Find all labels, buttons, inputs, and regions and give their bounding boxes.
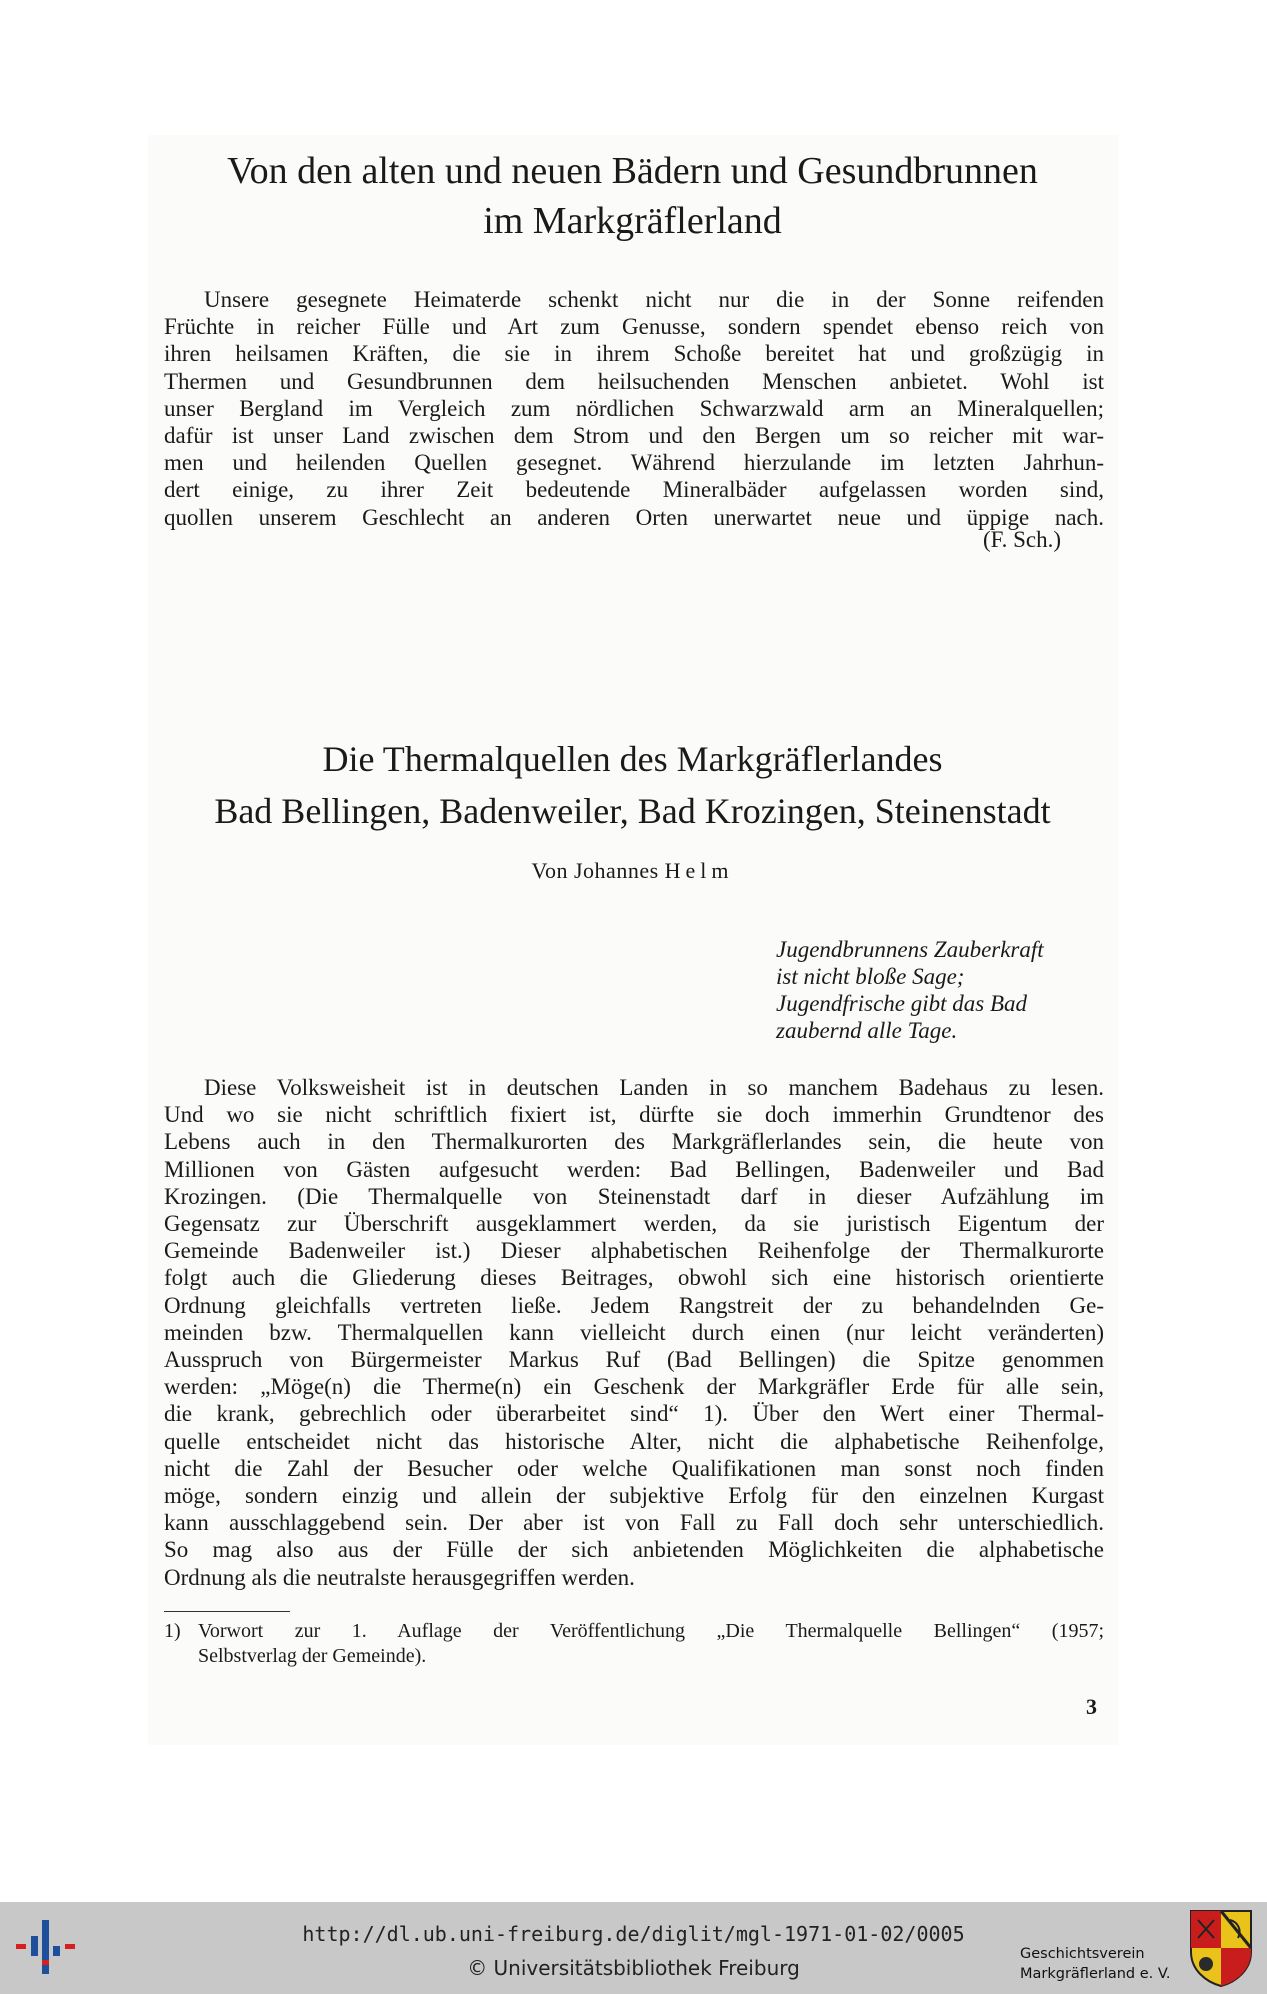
text-line: dafür ist unser Land zwischen dem Strom und den Bergen um so reicher mit war- — [164, 423, 1104, 449]
footnote-text — [198, 1619, 1104, 1669]
page-number: 3 — [1086, 1694, 1097, 1719]
article1-title-line1: Von den alten und neuen Bädern und Gesundbrunnen — [227, 150, 1038, 192]
text-line: nicht die Zahl der Besucher oder welche Qualifikationen man sonst noch finden — [164, 1455, 1104, 1481]
society-line1: Geschichtsverein — [1020, 1946, 1145, 1962]
text-line: folgt auch die Gliederung dieses Beitrages, obwohl sich eine historisch orientierte — [164, 1265, 1104, 1291]
footnote-number: 1) — [164, 1620, 181, 1642]
text-line: Ordnung als die neutralste herausgegriffen werden. — [164, 1564, 635, 1590]
society-name — [1020, 1944, 1171, 1984]
footnote-line: Vorwort zur 1. Auflage der Veröffentlichung „Die Thermalquelle Bellingen“ (1957; — [198, 1620, 1104, 1642]
society-line2: Markgräflerland e. V. — [1020, 1966, 1171, 1982]
text-line: kann ausschlaggebend sein. Der aber ist von Fall zu Fall doch sehr unterschiedlich. — [164, 1510, 1104, 1536]
article2-title — [150, 733, 1115, 837]
article2-paragraph — [164, 1074, 1104, 1591]
text-line: Und wo sie nicht schriftlich fixiert ist, dürfte sie doch immerhin Grundtenor des — [164, 1102, 1104, 1128]
author-prefix: Von Johannes — [531, 858, 659, 883]
motto-line: Jugendbrunnens Zauberkraft — [776, 937, 1044, 962]
footnote-line: Selbstverlag der Gemeinde). — [198, 1645, 427, 1667]
footer-bar — [0, 1902, 1267, 1994]
author-byline — [150, 858, 1115, 884]
article2-title-line1: Die Thermalquellen des Markgräflerlandes — [322, 739, 943, 779]
text-line: men und heilenden Quellen gesegnet. Während hierzulande im letzten Jahrhun- — [164, 450, 1104, 476]
text-line: dert einige, zu ihrer Zeit bedeutende Mineralbäder aufgelassen worden sind, — [164, 477, 1104, 503]
text-line: Früchte in reicher Fülle und Art zum Genusse, sondern spendet ebenso reich von — [164, 314, 1104, 340]
article1-title — [150, 146, 1115, 246]
motto-line: zaubernd alle Tage. — [776, 1018, 958, 1043]
motto-verse — [776, 936, 1044, 1044]
text-line: unser Bergland im Vergleich zum nördlichen Schwarzwald arm an Mineralquellen; — [164, 395, 1104, 421]
text-line: Ausspruch von Bürgermeister Markus Ruf (Bad Bellingen) die Spitze genommen — [164, 1347, 1104, 1373]
footer-url-link[interactable]: http://dl.ub.uni-freiburg.de/diglit/mgl-1971-01-02/0005 — [302, 1922, 965, 1946]
text-line: werden: „Möge(n) die Therme(n) ein Geschenk der Markgräfler Erde für alle sein, — [164, 1374, 1104, 1400]
author-surname: Helm — [664, 858, 734, 883]
article1-signature: (F. Sch.) — [982, 527, 1061, 552]
motto-line: Jugendfrische gibt das Bad — [776, 991, 1028, 1016]
footnote-divider — [164, 1611, 290, 1612]
motto-line: ist nicht bloße Sage; — [776, 964, 965, 989]
footnote — [164, 1619, 1104, 1669]
text-line: Ordnung gleichfalls vertreten ließe. Jedem Rangstreit der zu behandelnden Ge- — [164, 1292, 1104, 1318]
text-line: möge, sondern einzig und allein der subjektive Erfolg für den einzelnen Kurgast — [164, 1483, 1104, 1509]
article2-title-line2: Bad Bellingen, Badenweiler, Bad Krozingen, Steinenstadt — [214, 791, 1051, 831]
text-line: quollen unserem Geschlecht an anderen Orten unerwartet neue und üppige nach. — [164, 504, 1104, 530]
text-line: Thermen und Gesundbrunnen dem heilsuchenden Menschen anbietet. Wohl ist — [164, 368, 1104, 394]
footer-copyright: © Universitätsbibliothek Freiburg — [467, 1956, 800, 1980]
text-line: Gemeinde Badenweiler ist.) Dieser alphabetischen Reihenfolge der Thermalkurorte — [164, 1238, 1104, 1264]
coat-of-arms-icon — [1188, 1908, 1254, 1988]
text-line: Diese Volksweisheit ist in deutschen Landen in so manchem Badehaus zu lesen. — [204, 1075, 1104, 1100]
article1-paragraph — [164, 286, 1104, 531]
text-line: ihren heilsamen Kräften, die sie in ihrem Schoße bereitet hat und großzügig in — [164, 341, 1104, 367]
text-line: Lebens auch in den Thermalkurorten des Markgräflerlandes sein, die heute von — [164, 1129, 1104, 1155]
text-line: So mag also aus der Fülle der sich anbietenden Möglichkeiten die alphabetische — [164, 1537, 1104, 1563]
text-line: meinden bzw. Thermalquellen kann vielleicht durch einen (nur leicht veränderten) — [164, 1319, 1104, 1345]
text-line: Millionen von Gästen aufgesucht werden: Bad Bellingen, Badenweiler und Bad — [164, 1156, 1104, 1182]
text-line: die krank, gebrechlich oder überarbeitet sind“ 1). Über den Wert einer Thermal- — [164, 1401, 1104, 1427]
text-line: quelle entscheidet nicht das historische Alter, nicht die alphabetische Reihenfolge, — [164, 1428, 1104, 1454]
text-line: Unsere gesegnete Heimaterde schenkt nicht nur die in der Sonne reifenden — [204, 287, 1104, 312]
article1-title-line2: im Markgräflerland — [483, 200, 782, 242]
text-line: Gegensatz zur Überschrift ausgeklammert werden, da sie juristisch Eigentum der — [164, 1211, 1104, 1237]
text-line: Krozingen. (Die Thermalquelle von Steinenstadt darf in dieser Aufzählung im — [164, 1183, 1104, 1209]
